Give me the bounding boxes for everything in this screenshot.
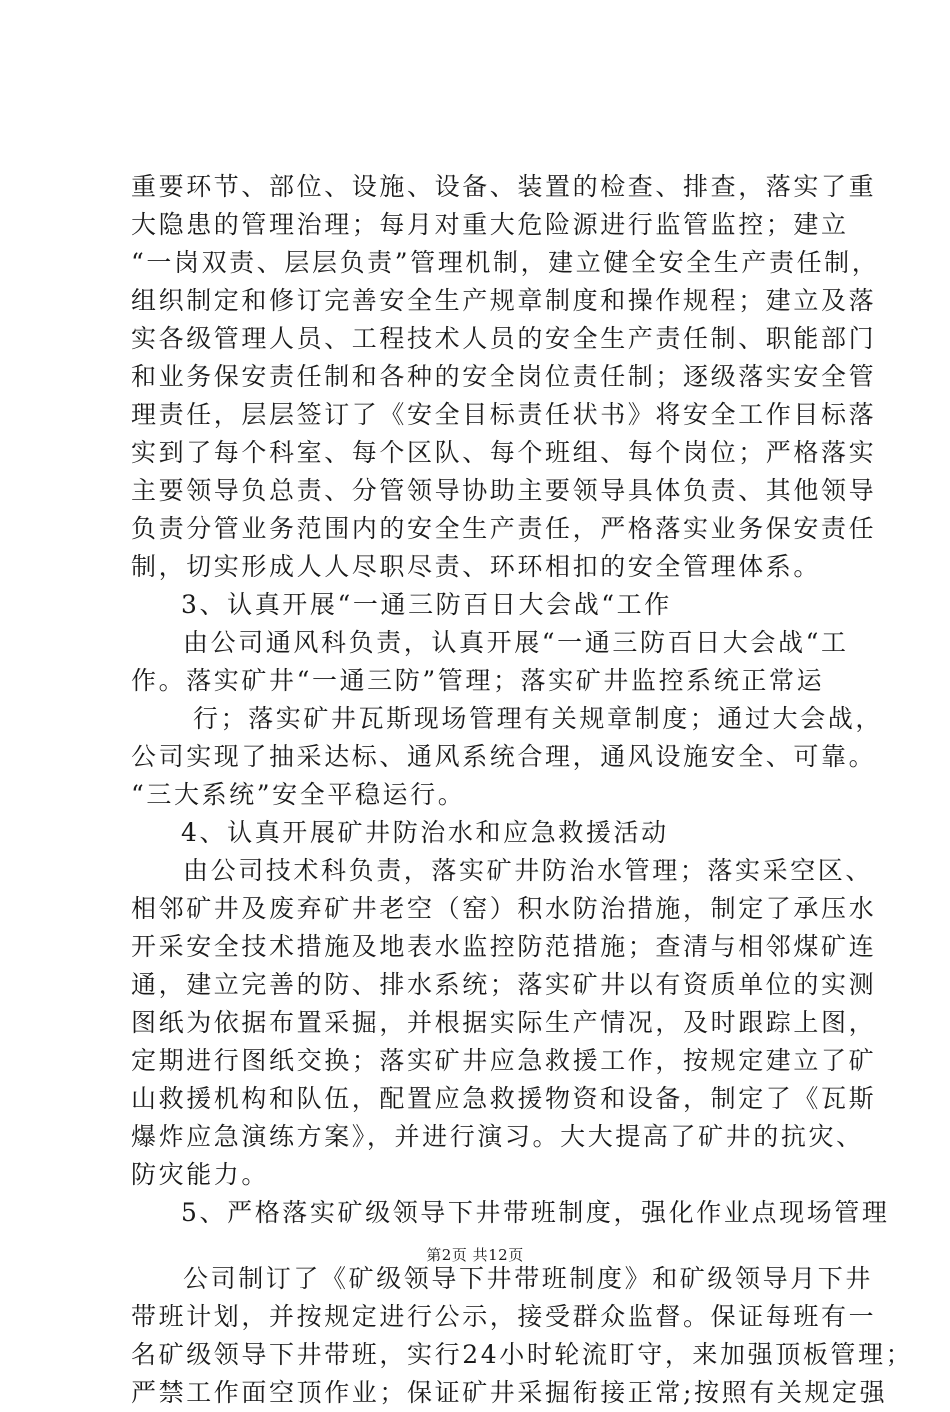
- text-line: 行；落实矿井瓦斯现场管理有关规章制度；通过大会战，: [193, 704, 884, 733]
- text-line: 理责任，层层签订了《安全目标责任状书》将安全工作目标落: [131, 400, 877, 429]
- text-line: 通，建立完善的防、排水系统；落实矿井以有资质单位的实测: [131, 970, 877, 999]
- text-line: 负责分管业务范围内的安全生产责任，严格落实业务保安责任: [131, 514, 877, 543]
- text-line: 大隐患的管理治理；每月对重大危险源进行监管监控；建立: [131, 210, 849, 239]
- text-line: 公司制订了《矿级领导下井带班制度》和矿级领导月下井: [183, 1264, 874, 1293]
- text-line: 公司实现了抽采达标、通风系统合理，通风设施安全、可靠。: [131, 742, 877, 771]
- text-line: 主要领导负总责、分管领导协助主要领导具体负责、其他领导: [131, 476, 877, 505]
- text-line: 由公司通风科负责，认真开展“一通三防百日大会战“工: [183, 628, 849, 657]
- text-line: “一岗双责、层层负责”管理机制，建立健全安全生产责任制，: [131, 248, 880, 277]
- text-line: 严禁工作面空顶作业；保证矿井采掘衔接正常;按照有关规定强: [131, 1378, 888, 1407]
- text-line: 带班计划，并按规定进行公示，接受群众监督。保证每班有一: [131, 1302, 877, 1331]
- section-heading: 4、认真开展矿井防治水和应急救援活动: [181, 818, 669, 847]
- page-footer: 第2页 共12页: [426, 1246, 524, 1264]
- text-line: 作。落实矿井“一通三防”管理；落实矿井监控系统正常运: [131, 666, 825, 695]
- document-body: [131, 168, 914, 1412]
- text-line: 实各级管理人员、工程技术人员的安全生产责任制、职能部门: [131, 324, 877, 353]
- text-line: 定期进行图纸交换；落实矿井应急救援工作，按规定建立了矿: [131, 1046, 877, 1075]
- text-line: 由公司技术科负责，落实矿井防治水管理；落实采空区、: [183, 856, 874, 885]
- section-heading: 5、严格落实矿级领导下井带班制度，强化作业点现场管理: [181, 1198, 890, 1227]
- text-line: 实到了每个科室、每个区队、每个班组、每个岗位；严格落实: [131, 438, 877, 467]
- text-line: 相邻矿井及废弃矿井老空（窑）积水防治措施，制定了承压水: [131, 894, 877, 923]
- text-line: 制，切实形成人人尽职尽责、环环相扣的安全管理体系。: [131, 552, 822, 581]
- text-line: 山救援机构和队伍，配置应急救援物资和设备，制定了《瓦斯: [131, 1084, 877, 1113]
- text-line: 和业务保安责任制和各种的安全岗位责任制；逐级落实安全管: [131, 362, 877, 391]
- text-line: 爆炸应急演练方案》，并进行演习。大大提高了矿井的抗灾、: [131, 1122, 864, 1151]
- text-line: 名矿级领导下井带班，实行24小时轮流盯守，来加强顶板管理；: [131, 1340, 914, 1369]
- text-line: 图纸为依据布置采掘，并根据实际生产情况，及时跟踪上图，: [131, 1008, 877, 1037]
- text-line: “三大系统”安全平稳运行。: [131, 780, 466, 809]
- text-line: 防灾能力。: [131, 1160, 270, 1189]
- text-line: 组织制定和修订完善安全生产规章制度和操作规程；建立及落: [131, 286, 877, 315]
- section-heading: 3、认真开展“一通三防百日大会战“工作: [181, 590, 672, 619]
- text-line: 开采安全技术措施及地表水监控防范措施；查清与相邻煤矿连: [131, 932, 877, 961]
- text-line: 重要环节、部位、设施、设备、装置的检查、排查，落实了重: [131, 172, 877, 201]
